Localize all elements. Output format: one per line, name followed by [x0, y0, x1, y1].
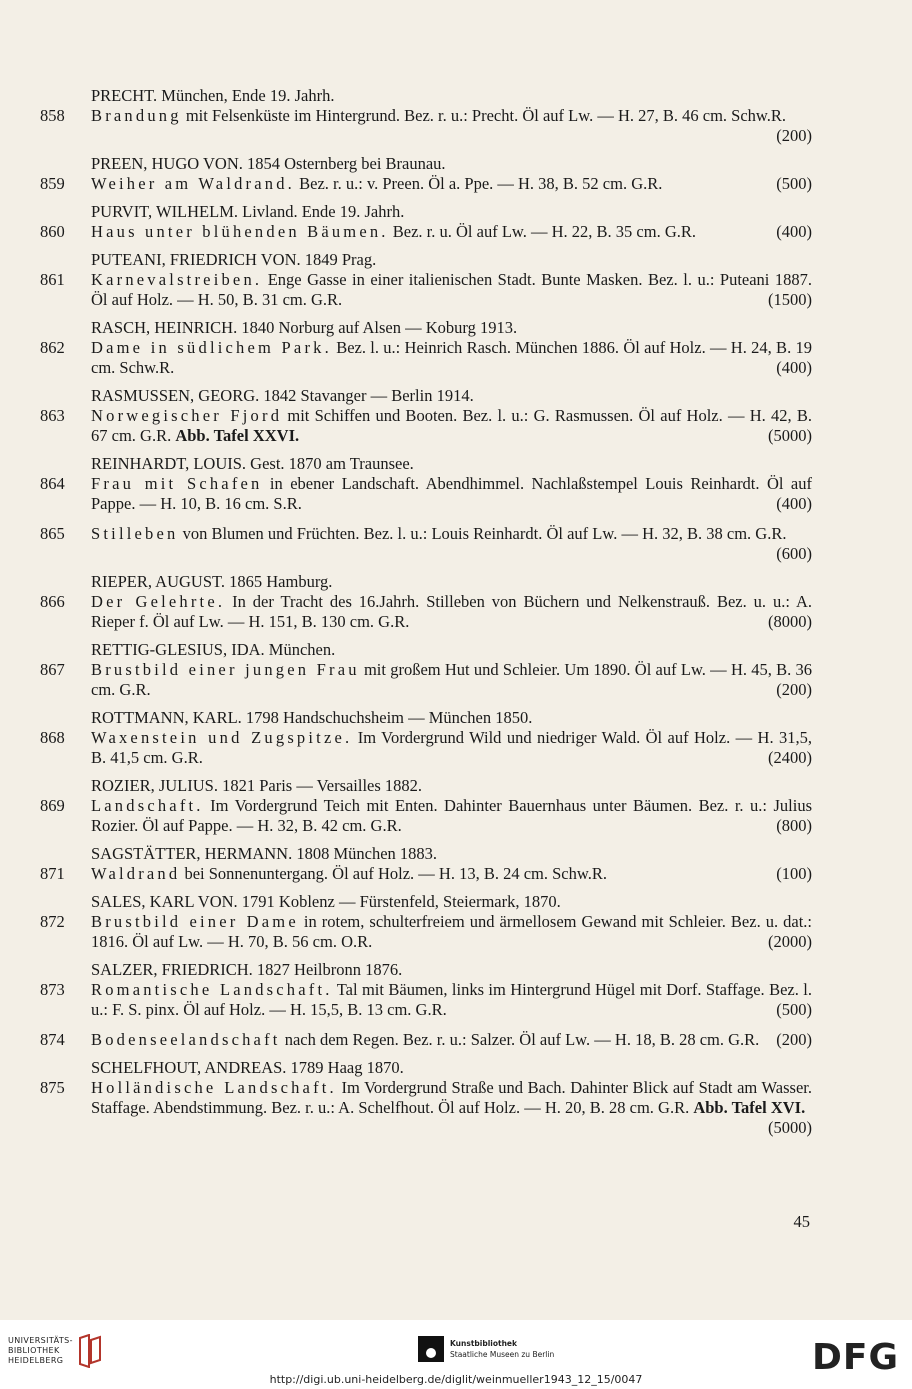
artist-heading: SALZER, FRIEDRICH. 1827 Heilbronn 1876. — [91, 960, 403, 979]
lot-text: mit großem Hut und Schleier. Um 1890. Öl auf Lw. — H. 45, B. 36 cm. G.R. — [91, 660, 813, 699]
lot-price: (2400) — [768, 748, 812, 767]
lot-number: 872 — [40, 912, 65, 931]
catalog-entries — [40, 86, 812, 1138]
lot-description — [91, 524, 812, 564]
lot-price: (600) — [776, 544, 812, 563]
lot-title: Karnevalstreiben. — [91, 270, 263, 289]
lot-price: (800) — [776, 816, 812, 835]
lot-entry — [40, 524, 812, 564]
lot-description — [91, 406, 812, 446]
lot-number: 861 — [40, 270, 65, 289]
lot-price: (5000) — [768, 1118, 812, 1137]
lot-title: Dame in südlichem Park. — [91, 338, 332, 357]
lot-description — [91, 912, 812, 952]
lot-description — [91, 474, 812, 514]
lot-number: 873 — [40, 980, 65, 999]
lot-number: 871 — [40, 864, 65, 883]
lot-text: Enge Gasse in einer italienischen Stadt. Bunte Masken. Bez. l. u.: Puteani 1887. Öl auf Holz. — H. 50, B. 31 cm. G.R. — [91, 270, 812, 309]
artist-heading: SALES, KARL VON. 1791 Koblenz — Fürstenfeld, Steiermark, 1870. — [91, 892, 561, 911]
lot-price: (2000) — [768, 932, 812, 951]
lot-entry — [40, 406, 812, 446]
artist-heading: PREEN, HUGO VON. 1854 Osternberg bei Braunau. — [91, 154, 446, 173]
lot-price: (5000) — [768, 426, 812, 445]
lot-number: 874 — [40, 1030, 65, 1049]
lot-title: Waldrand — [91, 864, 181, 883]
lot-text: Im Vordergrund Wild und niedriger Wald. Öl auf Holz. — H. 31,5, B. 41,5 cm. G.R. — [91, 728, 812, 767]
lot-title: Der Gelehrte. — [91, 592, 226, 611]
artist-heading: SCHELFHOUT, ANDREAS. 1789 Haag 1870. — [91, 1058, 404, 1077]
lot-entry — [40, 106, 812, 146]
uni-line-1: UNIVERSITÄTS- — [8, 1336, 73, 1345]
lot-text: nach dem Regen. Bez. r. u.: Salzer. Öl auf Lw. — H. 18, B. 28 cm. G.R. — [280, 1030, 760, 1049]
lot-number: 875 — [40, 1078, 65, 1097]
lot-description — [91, 270, 812, 310]
dfg-logo[interactable]: DFG — [812, 1337, 900, 1378]
artist-heading: PRECHT. München, Ende 19. Jahrh. — [91, 86, 335, 105]
kunstbibliothek-emblem-icon — [418, 1336, 444, 1362]
lot-number: 864 — [40, 474, 65, 493]
lot-price: (200) — [776, 680, 812, 699]
lot-number: 860 — [40, 222, 65, 241]
artist-heading: PUTEANI, FRIEDRICH VON. 1849 Prag. — [91, 250, 377, 269]
lot-text: Im Vordergrund Teich mit Enten. Dahinter Bauernhaus unter Bäumen. Bez. r. u.: Julius Rozier. Öl auf Pappe. — H. 32, B. 42 cm. G.R. — [91, 796, 812, 835]
lot-entry — [40, 660, 812, 700]
lot-description — [91, 1030, 812, 1050]
lot-entry — [40, 796, 812, 836]
plate-reference: Abb. Tafel XXVI. — [175, 426, 300, 445]
lot-number: 863 — [40, 406, 65, 425]
lot-price: (200) — [776, 1030, 812, 1049]
lot-price: (8000) — [768, 612, 812, 631]
lot-description — [91, 338, 812, 378]
plate-reference: Abb. Tafel XVI. — [693, 1098, 806, 1117]
lot-title: Stilleben — [91, 524, 179, 543]
lot-description — [91, 864, 812, 884]
lot-entry — [40, 474, 812, 514]
page-number: 45 — [793, 1212, 810, 1231]
lot-text: mit Schiffen und Booten. Bez. l. u.: G. Rasmussen. Öl auf Holz. — H. 42, B. 67 cm. G.R. — [91, 406, 812, 445]
lot-title: Weiher am Waldrand. — [91, 174, 295, 193]
lot-description — [91, 222, 812, 242]
lot-price: (100) — [776, 864, 812, 883]
lot-title: Norwegischer Fjord — [91, 406, 283, 425]
lot-text: Bez. l. u.: Heinrich Rasch. München 1886. Öl auf Holz. — H. 24, B. 19 cm. Schw.R. — [91, 338, 812, 377]
uni-line-2: BIBLIOTHEK — [8, 1346, 60, 1355]
lot-price: (200) — [776, 126, 812, 145]
artist-heading: RIEPER, AUGUST. 1865 Hamburg. — [91, 572, 333, 591]
lot-description — [91, 728, 812, 768]
lot-description — [91, 106, 812, 146]
lot-price: (1500) — [768, 290, 812, 309]
kb-line-1: Kunstbibliothek — [450, 1339, 518, 1348]
lot-description — [91, 796, 812, 836]
lot-entry — [40, 912, 812, 952]
lot-text: in rotem, schulterfreiem und ärmellosem Gewand mit Schleier. Bez. u. dat.: 1816. Öl auf Lw. — H. 70, B. 56 cm. O.R. — [91, 912, 813, 951]
lot-title: Haus unter blühenden Bäumen. — [91, 222, 389, 241]
artist-heading: ROZIER, JULIUS. 1821 Paris — Versailles 1882. — [91, 776, 423, 795]
artist-heading: RETTIG-GLESIUS, IDA. München. — [91, 640, 336, 659]
lot-number: 866 — [40, 592, 65, 611]
lot-text: In der Tracht des 16.Jahrh. Stilleben von Büchern und Nelkenstrauß. Bez. u. u.: A. Rieper f. Öl auf Lw. — H. 151, B. 130 cm. G.R. — [91, 592, 812, 631]
lot-number: 858 — [40, 106, 65, 125]
lot-text: Bez. r. u. Öl auf Lw. — H. 22, B. 35 cm. G.R. — [388, 222, 696, 241]
lot-entry — [40, 174, 812, 194]
lot-price: (500) — [776, 174, 812, 193]
lot-price: (400) — [776, 494, 812, 513]
kunstbibliothek-text — [450, 1338, 554, 1360]
lot-entry — [40, 728, 812, 768]
university-library-text — [8, 1336, 73, 1366]
lot-entry — [40, 270, 812, 310]
lot-price: (400) — [776, 222, 812, 241]
lot-title: Brustbild einer jungen Frau — [91, 660, 360, 679]
lot-number: 868 — [40, 728, 65, 747]
lot-number: 867 — [40, 660, 65, 679]
lot-number: 865 — [40, 524, 65, 543]
lot-entry — [40, 1030, 812, 1050]
lot-title: Bodenseelandschaft — [91, 1030, 281, 1049]
lot-title: Holländische Landschaft. — [91, 1078, 337, 1097]
lot-number: 869 — [40, 796, 65, 815]
lot-price: (400) — [776, 358, 812, 377]
artist-heading: REINHARDT, LOUIS. Gest. 1870 am Traunsee. — [91, 454, 414, 473]
lot-title: Waxenstein und Zugspitze. — [91, 728, 353, 747]
university-library-logo[interactable] — [8, 1334, 103, 1368]
lot-title: Romantische Landschaft. — [91, 980, 333, 999]
lot-entry — [40, 338, 812, 378]
lot-entry — [40, 980, 812, 1020]
lot-description — [91, 980, 812, 1020]
lot-description — [91, 660, 812, 700]
artist-heading: PURVIT, WILHELM. Livland. Ende 19. Jahrh. — [91, 202, 405, 221]
lot-description — [91, 592, 812, 632]
lot-text: Bez. r. u.: v. Preen. Öl a. Ppe. — H. 38, B. 52 cm. G.R. — [295, 174, 663, 193]
lot-title: Frau mit Schafen — [91, 474, 263, 493]
kb-line-2: Staatliche Museen zu Berlin — [450, 1350, 555, 1359]
lot-title: Landschaft. — [91, 796, 204, 815]
lot-text: Tal mit Bäumen, links im Hintergrund Hügel mit Dorf. Staffage. Bez. l. u.: F. S. pinx. Öl auf Holz. — H. 15,5, B. 13 cm. G.R. — [91, 980, 812, 1019]
artist-heading: RASMUSSEN, GEORG. 1842 Stavanger — Berlin 1914. — [91, 386, 474, 405]
lot-number: 859 — [40, 174, 65, 193]
uni-line-3: HEIDELBERG — [8, 1356, 64, 1365]
lot-entry — [40, 222, 812, 242]
lot-description — [91, 174, 812, 194]
lot-text: mit Felsenküste im Hintergrund. Bez. r. u.: Precht. Öl auf Lw. — H. 27, B. 46 cm. Schw.R. — [181, 106, 787, 125]
lot-number: 862 — [40, 338, 65, 357]
source-url[interactable]: http://digi.ub.uni-heidelberg.de/diglit/weinmueller1943_12_15/0047 — [269, 1373, 643, 1386]
lot-text: in ebener Landschaft. Abendhimmel. Nachlaßstempel Louis Reinhardt. Öl auf Pappe. — H. 10, B. 16 cm. S.R. — [91, 474, 812, 513]
lot-text: von Blumen und Früchten. Bez. l. u.: Louis Reinhardt. Öl auf Lw. — H. 32, B. 38 cm. G.R. — [178, 524, 787, 543]
lot-description — [91, 1078, 812, 1138]
lot-entry — [40, 592, 812, 632]
lot-title: Brustbild einer Dame — [91, 912, 299, 931]
lot-text: bei Sonnenuntergang. Öl auf Holz. — H. 13, B. 24 cm. Schw.R. — [180, 864, 607, 883]
lot-title: Brandung — [91, 106, 182, 125]
kunstbibliothek-logo[interactable] — [418, 1336, 554, 1362]
artist-heading: SAGSTÄTTER, HERMANN. 1808 München 1883. — [91, 844, 438, 863]
lot-entry — [40, 1078, 812, 1138]
lot-entry — [40, 864, 812, 884]
lot-text: Im Vordergrund Straße und Bach. Dahinter Blick auf Stadt am Wasser. Staffage. Abendstimmung. Bez. r. u.: A. Schelfhout. Öl auf Holz. — H. 20, B. 28 cm. G.R. — [91, 1078, 812, 1117]
artist-heading: RASCH, HEINRICH. 1840 Norburg auf Alsen — Koburg 1913. — [91, 318, 518, 337]
artist-heading: ROTTMANN, KARL. 1798 Handschuchsheim — München 1850. — [91, 708, 533, 727]
lot-price: (500) — [776, 1000, 812, 1019]
heidelberg-emblem-icon — [77, 1334, 103, 1368]
